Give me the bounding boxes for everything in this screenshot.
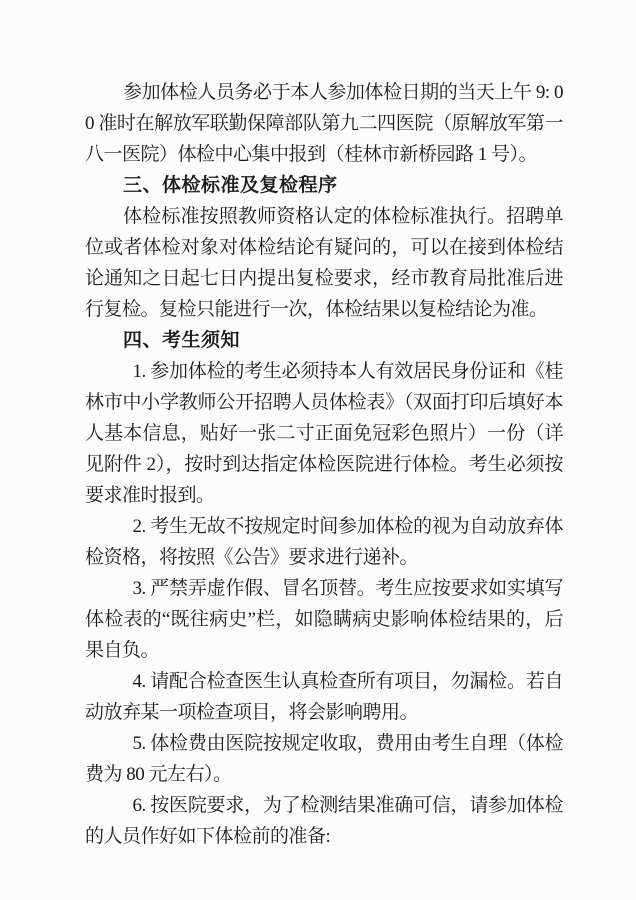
numbered-item-2: 2. 考生无故不按规定时间参加体检的视为自动放弃体检资格，将按照《公告》要求进行递补。 bbox=[85, 516, 563, 568]
numbered-item-5: 5. 体检费由医院按规定收取，费用由考生自理（体检费为 80 元左右）。 bbox=[85, 733, 563, 785]
section-heading-exam-standards: 三、体检标准及复检程序 bbox=[123, 175, 338, 196]
paragraph-checkin-instructions: 参加体检人员务必于本人参加体检日期的当天上午 9: 00 准时在解放军联勤保障部队第九二四医院（原解放军第一八一医院）体检中心集中报到（桂林市新桥园路 1 号）。 bbox=[85, 82, 563, 165]
paragraph-exam-standards: 体检标准按照教师资格认定的体检标准执行。招聘单位或者体检对象对体检结论有疑问的，可以在接到体检结论通知之日起七日内提出复检要求，经市教育局批准后进行复检。复检只能进行一次，体检结果以复检结论为准。 bbox=[85, 206, 563, 320]
document-text-block bbox=[85, 77, 563, 852]
numbered-item-4: 4. 请配合检查医生认真检查所有项目，勿漏检。若自动放弃某一项检查项目，将会影响聘用。 bbox=[85, 671, 563, 723]
numbered-item-1: 1. 参加体检的考生必须持本人有效居民身份证和《桂林市中小学教师公开招聘人员体检表》（双面打印后填好本人基本信息，贴好一张二寸正面免冠彩色照片）一份（详见附件 2），按时到达指定体检医院进行体检。考生必须按要求准时报到。 bbox=[85, 361, 563, 506]
numbered-item-6: 6. 按医院要求，为了检测结果准确可信，请参加体检的人员作好如下体检前的准备: bbox=[85, 795, 563, 847]
numbered-item-3: 3. 严禁弄虚作假、冒名顶替。考生应按要求如实填写体检表的“既往病史”栏，如隐瞒病史影响体检结果的，后果自负。 bbox=[85, 578, 563, 661]
section-heading-candidate-notes: 四、考生须知 bbox=[123, 330, 241, 351]
